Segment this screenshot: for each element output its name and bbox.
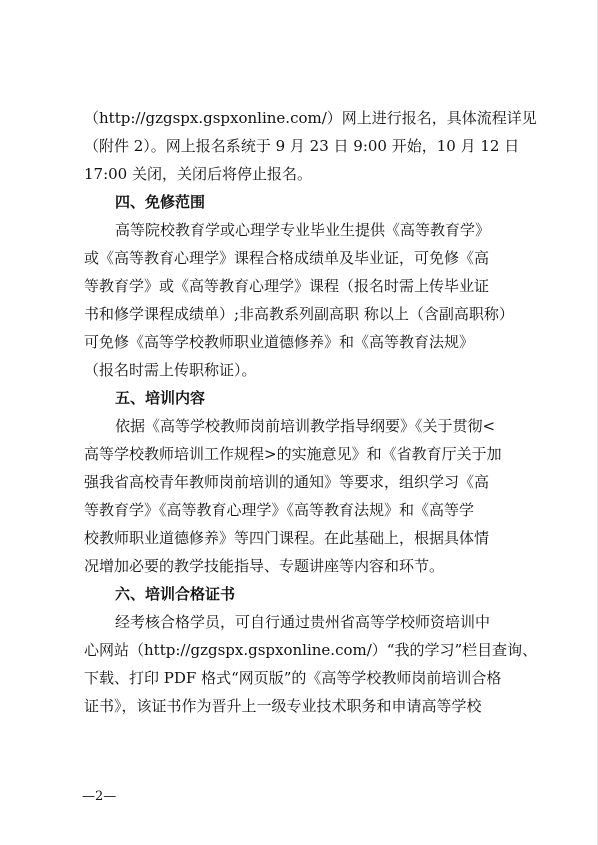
- body-line: 可免修《高等学校教师职业道德修养》和《高等教育法规》: [84, 333, 475, 351]
- body-line: 高等学校教师培训工作规程>的实施意见》和《省教育厅关于加: [84, 445, 502, 463]
- section-heading-content: 五、培训内容: [115, 389, 206, 407]
- section-heading-exemption: 四、免修范围: [115, 193, 206, 211]
- body-line: 依据《高等学校教师岗前培训教学指导纲要》《关于贯彻<: [115, 417, 496, 435]
- body-line: 或《高等教育心理学》课程合格成绩单及毕业证，可免修《高: [84, 249, 490, 267]
- body-line: 等教育学》《高等教育心理学》《高等教育法规》和《高等学: [84, 501, 475, 519]
- body-line: （附件 2）。网上报名系统于 9 月 23 日 9:00 开始，10 月 12 日: [84, 137, 520, 155]
- body-line: 强我省高校青年教师岗前培训的通知》等要求，组织学习《高: [84, 473, 490, 491]
- body-line: 心网站（http://gzgspx.gspxonline.com/）“我的学习”栏目查询、: [84, 641, 538, 659]
- body-line: 等教育学》或《高等教育心理学》课程（报名时需上传毕业证: [84, 277, 490, 295]
- body-line: （http://gzgspx.gspxonline.com/）网上进行报名，具体流程详见: [84, 109, 537, 127]
- section-heading-certificate: 六、培训合格证书: [115, 585, 236, 603]
- body-line: 经考核合格学员，可自行通过贵州省高等学校师资培训中: [115, 613, 491, 631]
- body-line: 证书》，该证书作为晋升上一级专业技术职务和申请高等学校: [84, 697, 482, 715]
- body-line: （报名时需上传职称证）。: [84, 361, 257, 379]
- body-line: 校教师职业道德修养》等四门课程。在此基础上，根据具体情: [84, 529, 490, 547]
- page-number: —2—: [82, 789, 117, 804]
- body-line: 书和修学课程成绩单）;非高教系列副高职 称以上（含副高职称）: [84, 305, 514, 323]
- body-line: 高等院校教育学或心理学专业毕业生提供《高等教育学》: [115, 221, 491, 239]
- body-line: 况增加必要的教学技能指导、专题讲座等内容和环节。: [84, 557, 445, 575]
- body-line: 17:00 关闭，关闭后将停止报名。: [84, 165, 312, 183]
- body-line: 下载、打印 PDF 格式“网页版”的《高等学校教师岗前培训合格: [84, 669, 502, 687]
